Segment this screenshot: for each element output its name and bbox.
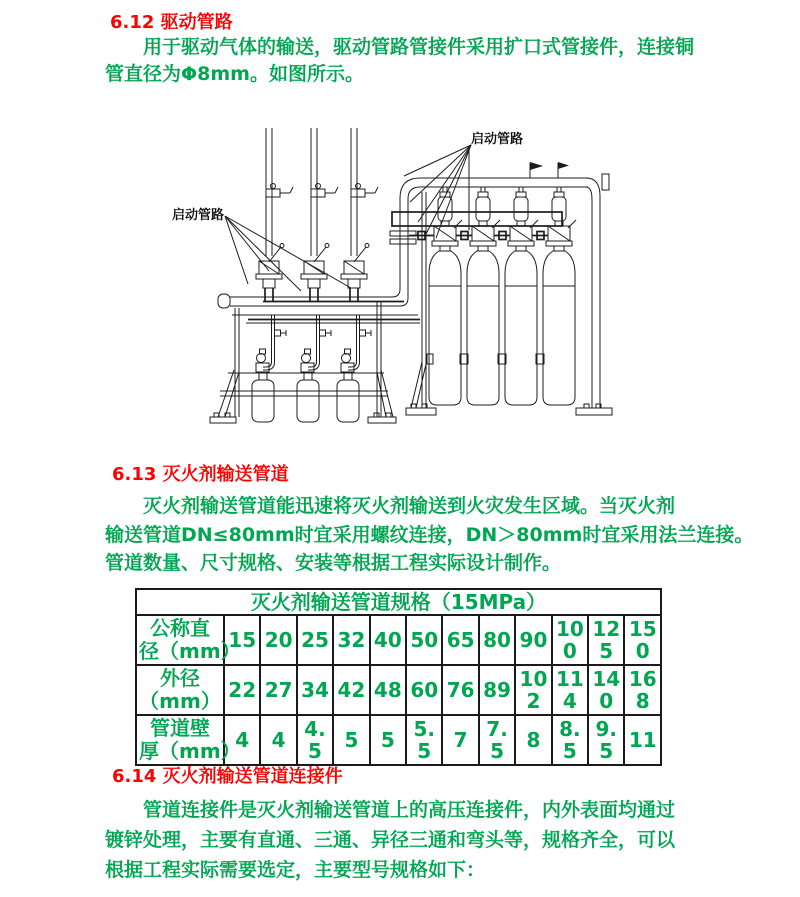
paragraph-6-14: [105, 795, 675, 885]
wall-thickness-cell: 5: [370, 715, 406, 765]
row-label-line: 外径: [160, 666, 200, 690]
wall-thickness-cell: 8: [515, 715, 551, 765]
paragraph-line: 镀锌处理，主要有直通、三通、异径三通和弯头等，规格齐全，可以: [105, 829, 676, 851]
section-heading-6-14: 6.14 灭火剂输送管道连接件: [112, 766, 343, 787]
paragraph-line: 根据工程实际需要选定，主要型号规格如下：: [105, 859, 486, 881]
piping-diagram: [168, 116, 628, 462]
outer-diameter-cell: 76: [442, 665, 478, 715]
paragraph-line: 用于驱动气体的输送，驱动管路管接件采用扩口式管接件，连接铜: [143, 36, 695, 58]
nominal-diameter-cell: 32: [333, 615, 369, 665]
nominal-diameter-cell: 15: [224, 615, 260, 665]
nominal-diameter-cell: 125: [588, 615, 624, 665]
wall-thickness-cell: 4.5: [297, 715, 333, 765]
table-title: 灭火剂输送管道规格（15MPa）: [136, 589, 661, 615]
nominal-diameter-cell: 90: [515, 615, 551, 665]
row-label-line: 管道壁: [150, 716, 210, 740]
paragraph-line: 输送管道DN≤80mm时宜采用螺纹连接，DN＞80mm时宜采用法兰连接。: [105, 523, 754, 546]
pipeline-label-left: 启动管路: [172, 208, 225, 223]
outer-diameter-cell: 48: [370, 665, 406, 715]
wall-thickness-cell: 8.5: [552, 715, 588, 765]
wall-thickness-cell: 5.5: [406, 715, 442, 765]
paragraph-line: 灭火剂输送管道能迅速将灭火剂输送到火灾发生区域。当灭火剂: [143, 495, 676, 517]
outer-diameter-cell: 27: [260, 665, 296, 715]
wall-thickness-cell: 11: [624, 715, 661, 765]
wall-thickness-cell: 5: [333, 715, 369, 765]
row-label-wall-thickness: [136, 715, 241, 765]
outer-diameter-cell: 168: [624, 665, 661, 715]
wall-thickness-cell: 9.5: [588, 715, 624, 765]
outer-diameter-cell: 89: [479, 665, 515, 715]
outer-diameter-cell: 114: [552, 665, 588, 715]
outer-diameter-cell: 22: [224, 665, 260, 715]
wall-thickness-cell: 4: [260, 715, 296, 765]
outer-diameter-cell: 42: [333, 665, 369, 715]
row-label-line: 公称直: [150, 616, 210, 640]
nominal-diameter-cell: 80: [479, 615, 515, 665]
diagram-left-station: [210, 128, 420, 423]
nominal-diameter-cell: 50: [406, 615, 442, 665]
outer-diameter-cell: 34: [297, 665, 333, 715]
section-heading-6-13: 6.13 灭火剂输送管道: [112, 464, 289, 485]
nominal-diameter-cell: 65: [442, 615, 478, 665]
nominal-diameter-cell: 25: [297, 615, 333, 665]
nominal-diameter-cell: 100: [552, 615, 588, 665]
table-row-wall-thickness: [136, 715, 661, 765]
outer-diameter-cell: 102: [515, 665, 551, 715]
outer-diameter-cell: 60: [406, 665, 442, 715]
row-label-line: 径（mm）: [139, 639, 241, 663]
nominal-diameter-cell: 20: [260, 615, 296, 665]
wall-thickness-cell: 7.5: [479, 715, 515, 765]
table-row-nominal-diameter: [136, 615, 661, 665]
paragraph-line: 管道连接件是灭火剂输送管道上的高压连接件，内外表面均通过: [143, 799, 676, 821]
wall-thickness-cell: 7: [442, 715, 478, 765]
paragraph-6-12: [105, 34, 694, 88]
row-label-outer-diameter: [136, 665, 224, 715]
row-label-nominal-diameter: [136, 615, 241, 665]
nominal-diameter-cell: 40: [370, 615, 406, 665]
row-label-line: 厚（mm）: [139, 739, 241, 763]
section-heading-6-12: 6.12 驱动管路: [110, 12, 233, 33]
paragraph-line: 管道数量、尺寸规格、安装等根据工程实际设计制作。: [105, 552, 562, 574]
row-label-line: （mm）: [139, 689, 221, 713]
paragraph-line: 管直径为Φ8mm。如图所示。: [105, 63, 364, 85]
table-title-row: [136, 589, 661, 615]
wall-thickness-cell: 4: [224, 715, 260, 765]
pipeline-label-right: 启动管路: [471, 132, 524, 147]
pipe-spec-table: [135, 588, 662, 766]
table-row-outer-diameter: [136, 665, 661, 715]
paragraph-6-13: [105, 492, 753, 578]
nominal-diameter-cell: 150: [624, 615, 661, 665]
outer-diameter-cell: 140: [588, 665, 624, 715]
